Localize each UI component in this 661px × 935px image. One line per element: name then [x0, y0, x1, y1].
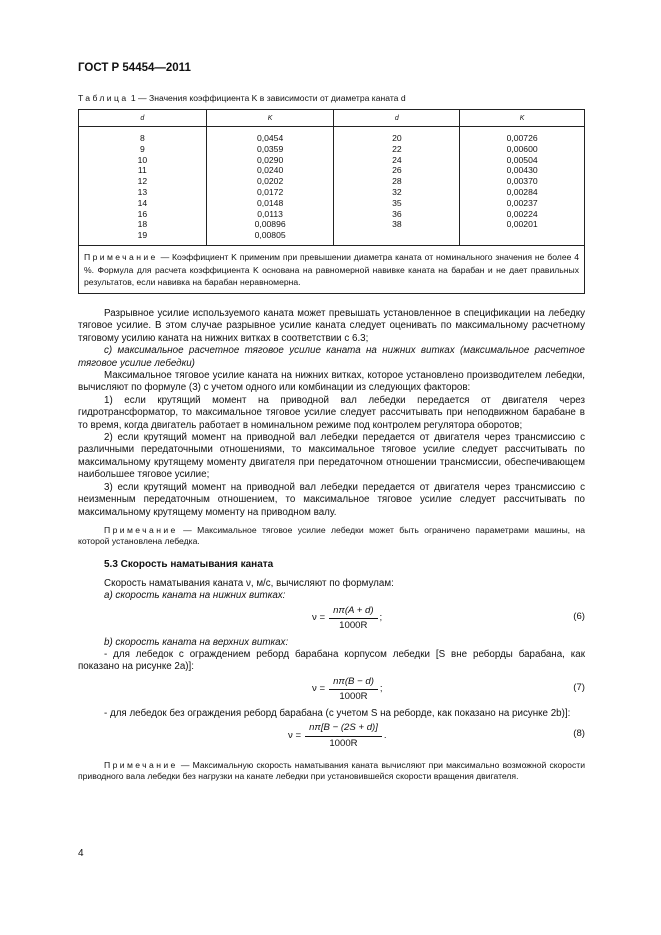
column-d-2	[334, 127, 460, 246]
paragraph-factor-3: 3) если крутящий момент на приводной вал лебедки передается от двигателя через трансмиссию с неизменным передаточным отношением, то максимальное тяговое усилие следует рассчитывать по максимальному крутящему моменту на приводном валу.	[78, 481, 585, 518]
formula-7-numerator: nπ(B − d)	[329, 676, 378, 690]
table-cell: 0,00201	[506, 219, 538, 230]
table-cell: 22	[392, 143, 402, 154]
table-cell: 16	[137, 208, 148, 219]
table-cell: 0,00726	[506, 133, 538, 143]
table-cell: 36	[392, 208, 402, 219]
table-cell: 11	[137, 165, 147, 176]
paragraph: Разрывное усилие используемого каната может превышать установленное в спецификации на лебедку тяговое усилие. В этом случае разрывное усилие каната следует оценивать по максимальному расчетному тяговому усилию каната на нижних витках в соответствии с 6.3;	[78, 308, 585, 344]
table-cell: 24	[392, 154, 402, 165]
paragraph-factor-1: 1) если крутящий момент на приводной вал лебедки передается от двигателя через гидротрансформатор, то максимальное тяговое усилие следует рассчитывать при неподвижном барабане в то время, когда двигатель работает в номинальном режиме под контролем регулятора оборотов;	[78, 394, 585, 431]
table-cell: 0,00600	[506, 143, 538, 154]
paragraph: Скорость наматывания каната ν, м/с, вычисляют по формулам:	[104, 577, 394, 589]
formula-8-lhs: ν =	[288, 729, 302, 741]
table-cell: 0,0148	[256, 197, 284, 208]
table-note-row	[79, 245, 585, 293]
column-d-1	[79, 127, 207, 246]
table-cell: 9	[139, 143, 145, 154]
table-note	[79, 245, 585, 293]
formula-6	[78, 603, 585, 637]
table-caption-label: Таблица	[78, 93, 129, 103]
note-2	[78, 760, 585, 782]
paragraph-item-a: a) скорость каната на нижних витках:	[104, 590, 286, 602]
table-data-row	[79, 127, 585, 246]
table-cell: 0,0454	[256, 133, 284, 143]
table-cell: 35	[392, 197, 402, 208]
formula-6-punct: ;	[379, 612, 383, 624]
formula-8-number: (8)	[573, 728, 585, 740]
table-cell: 0,0113	[257, 208, 283, 219]
formula-8-numerator: nπ[B − (2S + d)]	[305, 722, 382, 736]
formula-7-punct: ;	[379, 683, 383, 695]
formula-6-denominator: 1000R	[339, 619, 368, 631]
section-heading: 5.3 Скорость наматывания каната	[104, 559, 274, 571]
table-cell: 19	[137, 230, 148, 241]
table-cell: 12	[137, 176, 148, 187]
table-cell: 26	[392, 165, 402, 176]
note-1-text: — Максимальное тяговое усилие лебедки может быть ограничено параметрами машины, на которой установлена лебедка.	[78, 524, 585, 547]
table-cell: 0,00504	[506, 154, 538, 165]
table-cell: 0,00805	[254, 230, 286, 241]
table-cell: 0,00224	[506, 208, 538, 219]
formula-6-number: (6)	[573, 610, 585, 622]
table-cell: 0,0290	[256, 154, 284, 165]
header-d-2: d	[334, 110, 460, 127]
formula-6-lhs: ν =	[312, 612, 326, 624]
table-note-label: Примечание	[84, 251, 158, 262]
table-cell: 18	[137, 219, 148, 230]
table-cell: 0,0202	[256, 176, 284, 187]
table-cell: 20	[392, 133, 402, 143]
table-cell: 0,0172	[256, 186, 284, 197]
body-text	[78, 308, 585, 787]
table-cell: 8	[139, 133, 145, 143]
table-caption-text: 1 — Значения коэффициента K в зависимости от диаметра каната d	[128, 93, 406, 103]
paragraph-factor-2: 2) если крутящий момент на приводной вал лебедки передается от двигателя через трансмиссию с различными передаточными отношениями, то максимальное тяговое усилие следует рассчитывать по максимальному крутящему моменту двигателя при передаточном отношении трансмиссии, обеспечивающем наибольшее тяговое усилие;	[78, 432, 585, 481]
table-cell: 0,00284	[506, 186, 538, 197]
table-cell: 0,00370	[506, 176, 538, 187]
table-cell: 14	[137, 197, 148, 208]
table-cell: 0,00430	[506, 165, 538, 176]
note-1-label: Примечание	[104, 524, 178, 535]
column-k-2	[460, 127, 585, 246]
page-number: 4	[78, 848, 84, 859]
column-k-1	[206, 127, 334, 246]
table-cell: 38	[392, 219, 402, 230]
formula-7-lhs: ν =	[312, 683, 326, 695]
paragraph: - для лебедок без ограждения реборд барабана (с учетом S на реборде, как показано на рисунке 2b)]:	[104, 707, 571, 719]
paragraph-item-c: c) максимальное расчетное тяговое усилие каната на нижних витках (максимальное расчетное тяговое усилие лебедки)	[78, 345, 585, 369]
table-cell: 0,0240	[256, 165, 284, 176]
table-cell: 10	[137, 154, 148, 165]
table-cell: 32	[392, 186, 402, 197]
formula-8	[78, 720, 585, 754]
header-d-1: d	[79, 110, 207, 127]
table-cell: 13	[137, 186, 148, 197]
formula-7-denominator: 1000R	[339, 691, 368, 703]
table-cell: 0,0359	[256, 143, 284, 154]
table-cell: 28	[392, 176, 402, 187]
note-1	[78, 525, 585, 547]
note-2-text: — Максимальную скорость наматывания каната вычисляют при максимально возможной скорости приводного вала лебедки без нагрузки на канате лебедки при установившейся скорости вращения двигателя.	[78, 760, 585, 782]
standard-header: ГОСТ Р 54454—2011	[78, 62, 191, 74]
coefficient-table	[78, 109, 585, 294]
formula-7-number: (7)	[573, 681, 585, 693]
formula-6-numerator: nπ(A + d)	[329, 605, 377, 619]
table-cell: 0,00237	[506, 197, 538, 208]
paragraph: Максимальное тяговое усилие каната на нижних витках, которое установлено производителем лебедки, вычисляют по формуле (3) с учетом одного или комбинации из следующих факторов:	[78, 370, 585, 394]
formula-8-punct: .	[383, 729, 387, 741]
table-caption	[78, 93, 406, 103]
table-note-text: — Коэффициент K применим при превышении диаметра каната от номинального значения не более 4 %. Формула для расчета коэффициента K основана на равномерной навивке каната на барабан и не дает правильных результатов, если навивка на барабан неравномерна.	[84, 251, 579, 288]
formula-8-denominator: 1000R	[329, 737, 358, 749]
paragraph: - для лебедок с ограждением реборд барабана корпусом лебедки [S вне реборды барабана, как показано на рисунке 2a)]:	[78, 648, 585, 673]
note-2-label: Примечание	[104, 760, 178, 771]
header-k-2: K	[460, 110, 585, 127]
formula-7	[78, 674, 585, 708]
table-cell: 0,00896	[254, 219, 286, 230]
paragraph-item-b: b) скорость каната на верхних витках:	[104, 636, 289, 648]
table-header-row	[79, 110, 585, 127]
header-k-1: K	[206, 110, 334, 127]
